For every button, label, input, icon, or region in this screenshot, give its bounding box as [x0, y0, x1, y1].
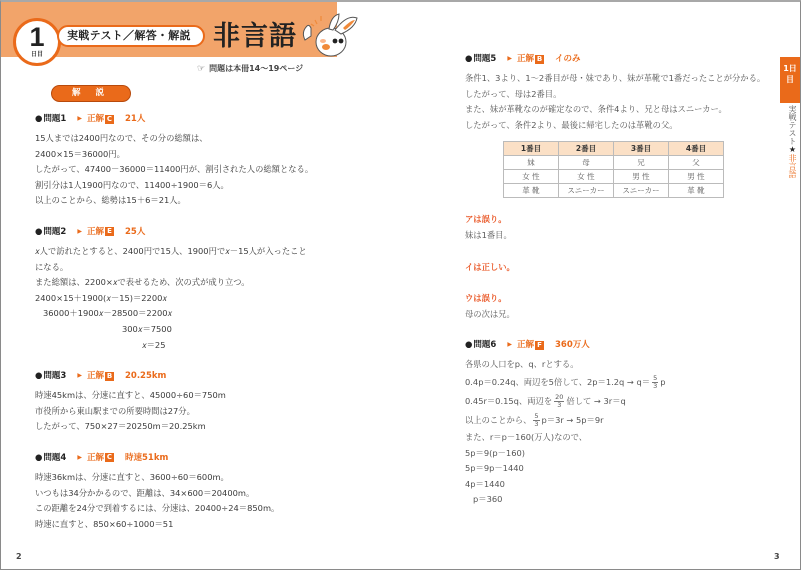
equation-line: [465, 411, 765, 430]
explanation-line: したがって、条件2より、最後に帰宅したのは革靴の父。: [465, 119, 678, 130]
subject-title: 非言語: [213, 21, 297, 52]
table-row: [504, 156, 724, 170]
explanation-line: したがって、47400－36000＝11400円が、割引された人の総額となる。: [35, 164, 314, 175]
question-label: 問題6: [473, 340, 497, 351]
equation-line: 𝑥＝25: [142, 339, 166, 350]
answer-value: イのみ: [554, 54, 581, 64]
equation-text: 倍して → 3r＝q: [566, 395, 626, 406]
table-cell: スニーカー: [559, 184, 614, 198]
answer-letter-badge: C: [106, 114, 113, 123]
equation-text: p＝3r → 5p＝9r: [541, 414, 604, 425]
triangle-arrow-icon: ▶: [77, 453, 82, 461]
right-page-column: [465, 52, 765, 524]
fraction-denominator: 3: [534, 419, 539, 428]
correct-label: 正解: [86, 114, 104, 124]
table-cell: 女 性: [559, 170, 614, 184]
question-header: [465, 338, 765, 352]
explanation-line: 各県の人口をp、q、rとする。: [465, 359, 579, 370]
day-side-tab: 1日目: [780, 57, 800, 103]
table-cell: 男 性: [669, 170, 724, 184]
triangle-arrow-icon: ▶: [77, 372, 82, 380]
fraction-denominator: 3: [557, 400, 562, 409]
table-cell: スニーカー: [614, 184, 669, 198]
question-header: [35, 112, 375, 126]
bullet-icon: ●: [35, 226, 43, 237]
day-suffix: 日目: [30, 51, 43, 58]
table-cell: 男 性: [614, 170, 669, 184]
day-badge: [13, 18, 61, 66]
page-number-left: 2: [16, 552, 22, 561]
question-4: [35, 451, 375, 532]
question-2: [35, 225, 375, 353]
explanation-line: 割引分は1人1900円なので、11400÷1900＝6人。: [35, 179, 229, 190]
verdict-a: アは誤り。: [465, 214, 507, 225]
explanation-line: 条件1、3より、1〜2番目が母・妹であり、妹が革靴で1番だったことが分かる。: [465, 73, 766, 83]
fraction-numerator: 20: [555, 392, 564, 401]
table-row: [504, 170, 724, 184]
equation-line: 300𝑥＝7500: [122, 323, 172, 334]
left-page-column: [35, 112, 375, 548]
correct-label: 正解: [86, 371, 104, 382]
reference-note-text: 問題は本冊14〜19ページ: [209, 64, 304, 73]
question-6: [465, 338, 765, 508]
correct-label: 正解: [516, 54, 534, 64]
table-header-row: [504, 142, 724, 156]
answer-letter-badge: B: [106, 371, 113, 380]
explanation-label: 解 説: [51, 85, 131, 102]
triangle-arrow-icon: ▶: [77, 115, 82, 122]
table-header-cell: 2番目: [559, 142, 614, 156]
table-cell: 母: [559, 156, 614, 170]
bullet-icon: ●: [35, 114, 43, 124]
arrival-order-table: [503, 141, 724, 198]
fraction: [652, 375, 658, 390]
equation-text: 0.45r＝0.15q、両辺を: [465, 395, 553, 406]
question-label: 問題4: [43, 452, 67, 463]
side-subject: 非言語: [788, 154, 797, 178]
explanation-line: したがって、母は2番目。: [465, 88, 562, 99]
page-number-right: 3: [774, 552, 780, 561]
question-label: 問題2: [43, 226, 67, 237]
table-cell: 女 性: [504, 170, 559, 184]
correct-label: 正解: [86, 226, 104, 237]
equation-line: [465, 373, 765, 392]
question-5: [465, 52, 765, 322]
table-cell: 妹: [504, 156, 559, 170]
bullet-icon: ●: [35, 371, 43, 382]
bullet-icon: ●: [465, 54, 473, 64]
reference-note: [197, 64, 303, 74]
section-label: 実戦テスト／解答・解説: [57, 25, 205, 47]
explanation-line: 時速36kmは、分速に直すと、3600÷60＝600m。: [35, 471, 229, 482]
triangle-arrow-icon: ▶: [507, 55, 512, 62]
question-header: [465, 52, 765, 66]
verdict-i: イは正しい。: [465, 261, 515, 272]
table-header-cell: 3番目: [614, 142, 669, 156]
equation-text: 以上のことから、: [465, 414, 532, 425]
explanation-line: いつもは34分かかるので、距離は、34×600＝20400m。: [35, 487, 255, 498]
question-header: [35, 369, 375, 383]
explanation-line: したがって、750×27＝20250m＝20.25km: [35, 421, 206, 432]
equation-line: 5p＝9(p－160): [465, 447, 525, 458]
table-cell: 兄: [614, 156, 669, 170]
explanation-line: 時速に直すと、850×60÷1000＝51: [35, 518, 174, 529]
answer-letter-badge: C: [106, 453, 113, 462]
explanation-line: 𝑥人で訪れたとすると、2400円で15人、1900円で𝑥－15人が入ったこと: [35, 245, 307, 256]
side-prefix: 実戦テスト: [788, 105, 797, 145]
day-number: 1: [29, 22, 45, 52]
star-icon: ★: [788, 145, 797, 154]
table-cell: 革 靴: [669, 184, 724, 198]
explanation-line: 以上のことから、総勢は15＋6＝21人。: [35, 195, 186, 206]
answer-value: 21人: [124, 114, 146, 124]
correct-label: 正解: [86, 452, 104, 463]
rabbit-mascot-icon: [299, 10, 363, 62]
question-label: 問題5: [473, 54, 497, 64]
table-row: [504, 184, 724, 198]
fraction-numerator: 5: [534, 411, 539, 420]
explanation-line: また、妹が革靴なのが確定なので、条件4より、兄と母はスニーカー。: [465, 104, 727, 115]
explanation-line: また、r＝p－160(万人)なので、: [465, 431, 588, 442]
question-header: [35, 225, 375, 239]
equation-line: p＝360: [473, 494, 503, 505]
answer-letter-badge: B: [536, 54, 543, 63]
table-header-cell: 1番目: [504, 142, 559, 156]
question-3: [35, 369, 375, 435]
equation-line: [465, 392, 765, 411]
question-label: 問題1: [43, 114, 67, 124]
fraction-denominator: 3: [653, 381, 658, 390]
answer-letter-badge: F: [535, 341, 544, 350]
fraction: [533, 413, 539, 428]
equation-line: 5p＝9p－1440: [465, 463, 524, 474]
question-header: [35, 451, 375, 465]
explanation-line: になる。: [35, 261, 69, 272]
answer-letter-badge: E: [105, 227, 114, 236]
explanation-line: この距離を24分で到着するには、分速は、20400÷24＝850m。: [35, 503, 280, 514]
equation-text: p: [660, 376, 666, 387]
question-1: [35, 112, 375, 209]
answer-value: 時速51km: [124, 452, 169, 463]
answer-value: 360万人: [554, 340, 590, 351]
fraction: [554, 394, 564, 409]
verdict-detail: 母の次は兄。: [465, 308, 515, 319]
table-header-cell: 4番目: [669, 142, 724, 156]
verdict-u: ウは誤り。: [465, 293, 507, 304]
triangle-arrow-icon: ▶: [507, 341, 512, 349]
explanation-line: 時速45kmは、分速に直すと、45000÷60＝750m: [35, 390, 226, 401]
verdict-detail: 妹は1番目。: [465, 229, 512, 240]
answer-value: 25人: [124, 226, 146, 237]
equation-line: 4p＝1440: [465, 478, 505, 489]
explanation-line: 15人までは2400円なので、その分の総額は、: [35, 133, 208, 143]
table-cell: 父: [669, 156, 724, 170]
equation-line: 36000＋1900𝑥－28500＝2200𝑥: [43, 308, 173, 319]
side-section-label: [784, 105, 798, 178]
explanation-line: 2400×15＝36000円。: [35, 148, 125, 159]
equation-text: 0.4p＝0.24q、両辺を5倍して、2p＝1.2q → q＝: [465, 376, 651, 387]
fraction-numerator: 5: [653, 373, 658, 382]
correct-label: 正解: [516, 340, 534, 351]
bullet-icon: ●: [465, 340, 473, 351]
answer-value: 20.25km: [124, 371, 167, 382]
explanation-line: 市役所から東山駅までの所要時間は27分。: [35, 405, 195, 416]
bullet-icon: ●: [35, 452, 43, 463]
table-cell: 革 靴: [504, 184, 559, 198]
explanation-line: また総額は、2200×𝑥で表せるため、次の式が成り立つ。: [35, 277, 250, 288]
equation-line: 2400×15＋1900(𝑥－15)＝2200𝑥: [35, 292, 168, 303]
triangle-arrow-icon: ▶: [77, 227, 82, 235]
pointing-hand-icon: ☞: [197, 64, 206, 74]
question-label: 問題3: [43, 371, 67, 382]
